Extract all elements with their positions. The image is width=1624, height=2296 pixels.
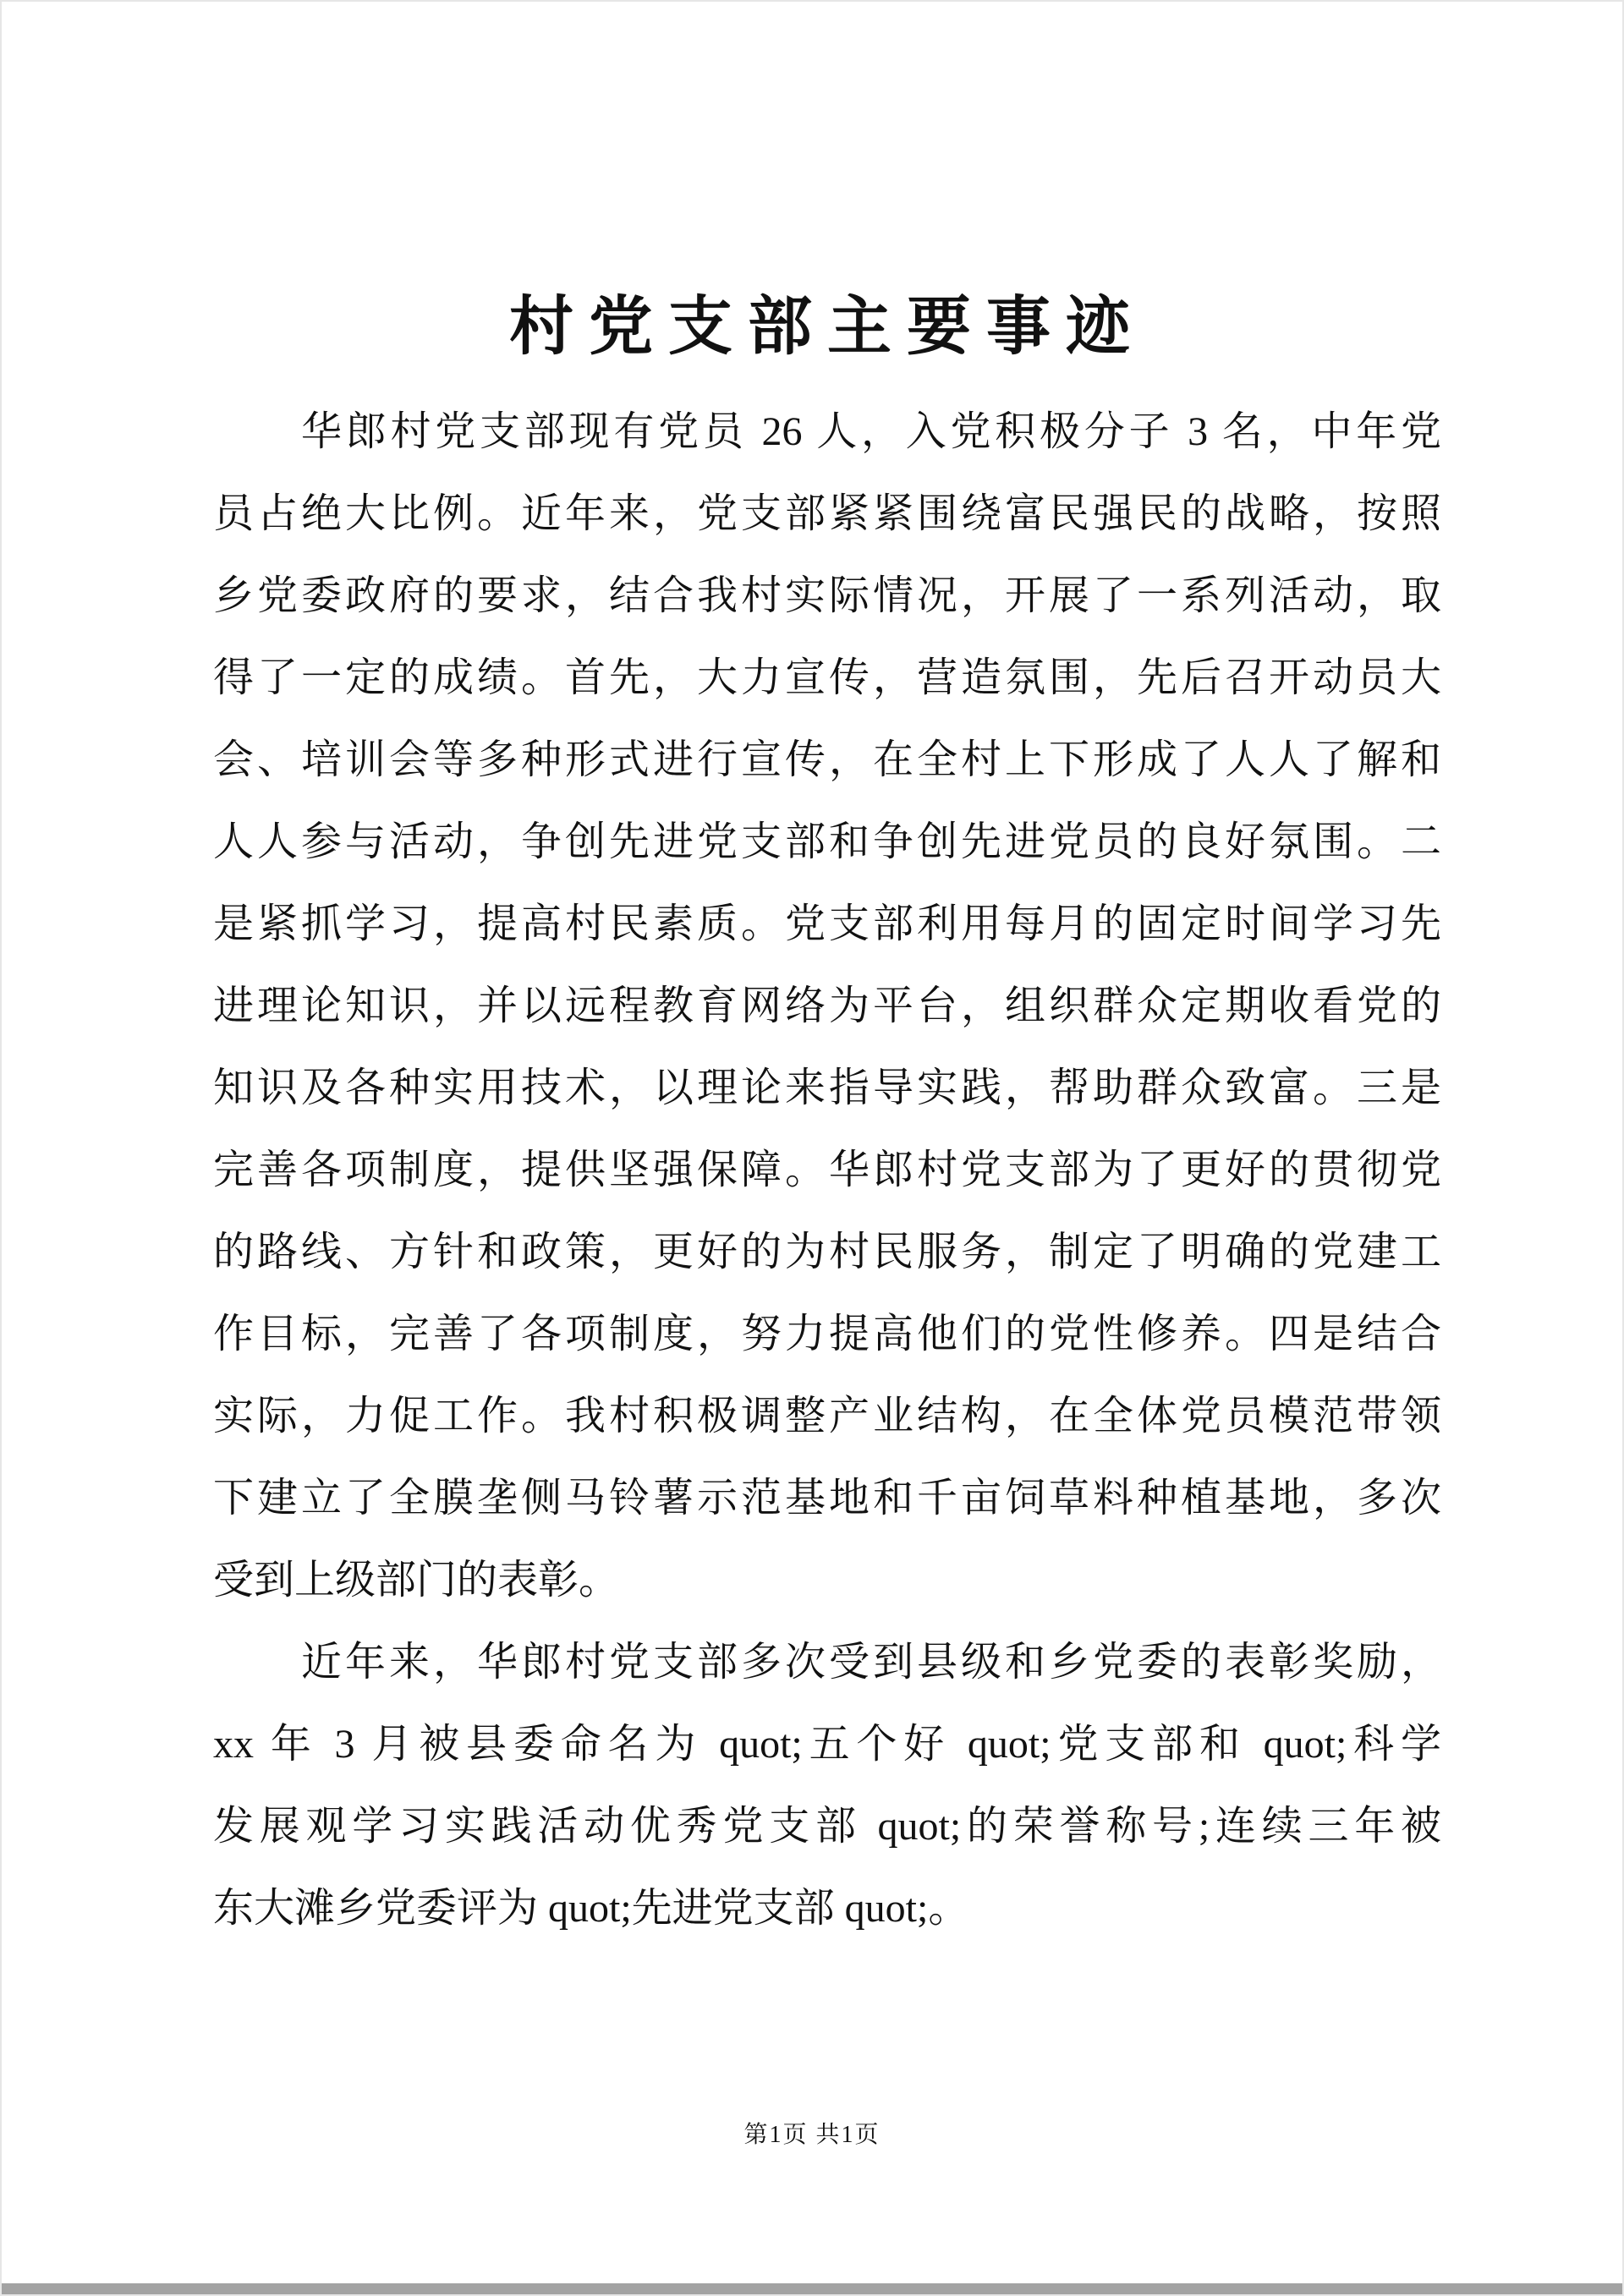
- text-line: 东大滩乡党委评为 quot;先进党支部 quot;。: [213, 1886, 969, 1931]
- text-line: 完善各项制度，提供坚强保障。华郎村党支部为了更好的贯彻党: [213, 1148, 1441, 1192]
- text-line: xx 年 3 月被县委命名为 quot;五个好 quot;党支部和 quot;科学: [213, 1722, 1441, 1767]
- paragraph: [213, 1621, 1441, 1949]
- text-line: 是紧抓学习，提高村民素质。党支部利用每月的固定时间学习先: [213, 901, 1441, 946]
- paragraph: [213, 391, 1441, 1621]
- page-number: 第1页 共1页: [743, 2122, 881, 2148]
- text-line: 作目标，完善了各项制度，努力提高他们的党性修养。四是结合: [213, 1312, 1441, 1356]
- text-line: 发展观学习实践活动优秀党支部 quot;的荣誉称号;连续三年被: [213, 1804, 1441, 1849]
- document-title: 村党支部主要事迹: [509, 292, 1145, 363]
- text-line: 知识及各种实用技术，以理论来指导实践，帮助群众致富。三是: [213, 1066, 1441, 1110]
- text-line: 近年来，华郎村党支部多次受到县级和乡党委的表彰奖励，: [301, 1640, 1441, 1685]
- text-line: 得了一定的成绩。首先，大力宣传，营造氛围，先后召开动员大: [213, 655, 1441, 700]
- text-line: 的路线、方针和政策，更好的为村民服务，制定了明确的党建工: [213, 1230, 1441, 1274]
- text-line: 进理论知识，并以远程教育网络为平台，组织群众定期收看党的: [213, 984, 1441, 1028]
- text-line: 受到上级部门的表彰。: [213, 1558, 620, 1603]
- text-line: 人人参与活动，争创先进党支部和争创先进党员的良好氛围。二: [213, 819, 1441, 864]
- text-line: 下建立了全膜垄侧马铃薯示范基地和千亩饲草料种植基地，多次: [213, 1476, 1441, 1521]
- document-body: [213, 281, 1441, 1949]
- page-bottom-edge: [2, 2283, 1622, 2294]
- text-line: 实际，力促工作。我村积极调整产业结构，在全体党员模范带领: [213, 1394, 1441, 1438]
- text-line: 乡党委政府的要求，结合我村实际情况，开展了一系列活动，取: [213, 573, 1441, 618]
- text-line: 华郎村党支部现有党员 26 人，入党积极分子 3 名，中年党: [301, 409, 1441, 454]
- text-line: 员占绝大比例。近年来，党支部紧紧围绕富民强民的战略，按照: [213, 491, 1441, 536]
- text-line: 会、培训会等多种形式进行宣传，在全村上下形成了人人了解和: [213, 737, 1441, 782]
